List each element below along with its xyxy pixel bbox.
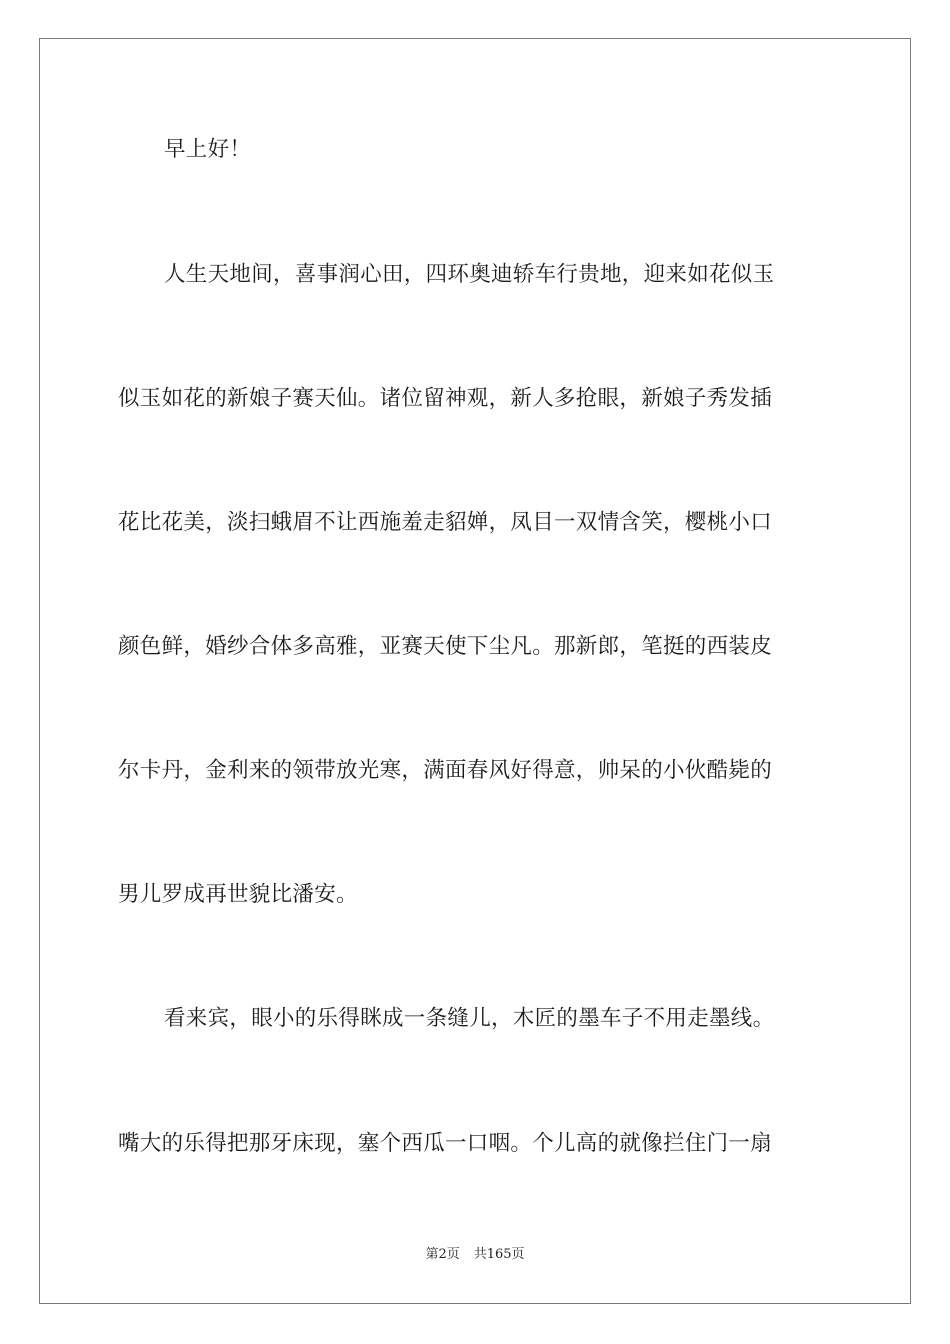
paragraph-line: 嘴大的乐得把那牙床现，塞个西瓜一口咽。个儿高的就像拦住门一扇 xyxy=(118,1131,773,1156)
page-border xyxy=(39,38,911,1304)
paragraph-line: 看来宾，眼小的乐得眯成一条缝儿，木匠的墨车子不用走墨线。 xyxy=(164,1006,775,1031)
total-pages: 共165页 xyxy=(473,1247,525,1262)
paragraph-line: 男儿罗成再世貌比潘安。 xyxy=(118,882,358,907)
page-number: 第2页 xyxy=(425,1247,460,1262)
paragraph-line: 花比花美，淡扫蛾眉不让西施羞走貂婵，凤目一双情含笑，樱桃小口 xyxy=(118,510,773,535)
paragraph-line: 人生天地间，喜事润心田，四环奥迪轿车行贵地，迎来如花似玉 xyxy=(164,262,775,287)
paragraph-line: 似玉如花的新娘子赛天仙。诸位留神观，新人多抢眼，新娘子秀发插 xyxy=(118,386,773,411)
page-footer xyxy=(0,1246,950,1264)
paragraph-line: 尔卡丹，金利来的领带放光寒，满面春风好得意，帅呆的小伙酷毙的 xyxy=(118,758,773,783)
paragraph-line: 颜色鲜，婚纱合体多高雅，亚赛天使下尘凡。那新郎，笔挺的西装皮 xyxy=(118,634,773,659)
greeting-line: 早上好！ xyxy=(164,137,252,162)
